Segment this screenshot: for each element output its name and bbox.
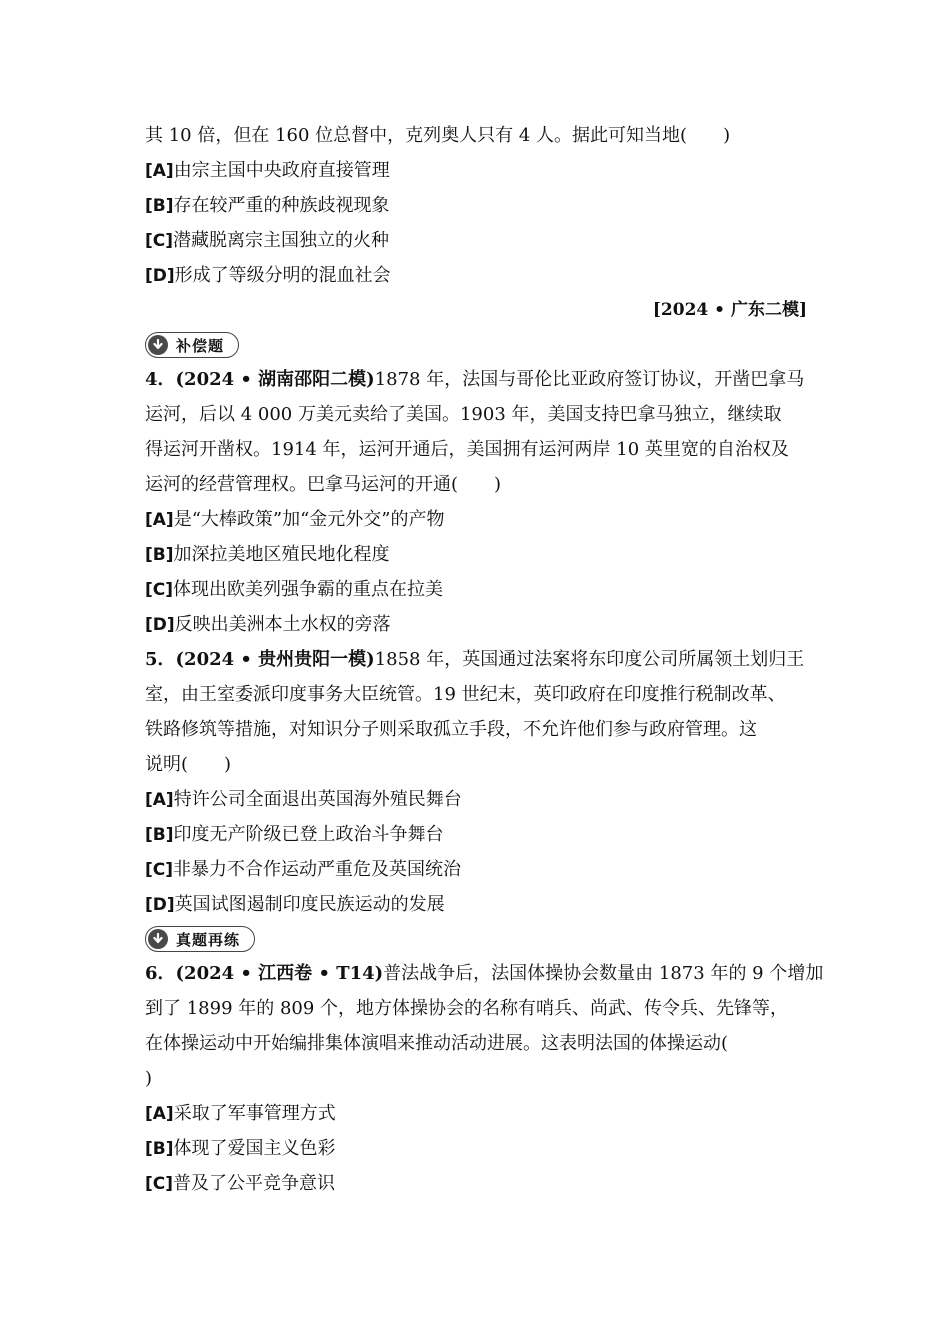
badge-label: 真题再练 <box>176 930 241 949</box>
question-3-source: [2024 • 广东二模] <box>652 300 807 320</box>
option-letter: [C] <box>145 231 174 251</box>
q3-option-d[interactable] <box>145 258 825 293</box>
option-text: 由宗主国中央政府直接管理 <box>173 160 390 181</box>
option-text: 普及了公平竞争意识 <box>173 1173 336 1194</box>
q5-option-c[interactable] <box>145 852 825 887</box>
option-letter: [C] <box>145 580 174 600</box>
question-6-stem-line-3: 在体操运动中开始编排集体演唱来推动活动进展。这表明法国的体操运动( <box>145 1033 729 1054</box>
q4-option-c[interactable] <box>145 572 825 607</box>
q3-option-a[interactable] <box>145 153 825 188</box>
option-text: 存在较严重的种族歧视现象 <box>173 195 390 216</box>
option-letter: [A] <box>145 510 174 530</box>
section-badge-supplement <box>145 332 239 358</box>
q6-option-c[interactable] <box>145 1166 825 1201</box>
option-letter: [C] <box>145 860 174 880</box>
option-text: 潜藏脱离宗主国独立的火种 <box>173 230 390 251</box>
option-text: 是“大棒政策”加“金元外交”的产物 <box>173 509 445 530</box>
option-text: 反映出美洲本土水权的旁落 <box>174 614 391 635</box>
down-arrow-icon <box>148 929 168 949</box>
q3-option-b[interactable] <box>145 188 825 223</box>
option-text: 形成了等级分明的混血社会 <box>174 265 391 286</box>
stem-text: 1858 年，英国通过法案将东印度公司所属领土划归王 <box>374 649 805 670</box>
option-letter: [B] <box>145 825 174 845</box>
stem-text: 普法战争后，法国体操协会数量由 1873 年的 9 个增加 <box>383 963 824 984</box>
question-6-stem-line-2: 到了 1899 年的 809 个，地方体操协会的名称有哨兵、尚武、传令兵、先锋等， <box>145 998 789 1019</box>
option-letter: [B] <box>145 1139 174 1159</box>
option-letter: [A] <box>145 161 174 181</box>
question-source: (2024 • 贵州贵阳一模) <box>175 649 375 670</box>
badge-label: 补偿题 <box>176 336 225 355</box>
question-number: 6． <box>145 963 176 984</box>
question-4-stem-line-1 <box>145 362 825 397</box>
question-source: (2024 • 江西卷 • T14) <box>175 963 384 984</box>
question-source: (2024 • 湖南邵阳二模) <box>175 369 375 390</box>
option-letter: [D] <box>145 266 175 286</box>
option-letter: [D] <box>145 615 175 635</box>
option-text: 体现了爱国主义色彩 <box>173 1138 336 1159</box>
q3-option-c[interactable] <box>145 223 825 258</box>
option-text: 采取了军事管理方式 <box>173 1103 336 1124</box>
option-text: 加深拉美地区殖民地化程度 <box>173 544 390 565</box>
question-5-stem-line-2: 室，由王室委派印度事务大臣统管。19 世纪末，英印政府在印度推行税制改革、 <box>145 684 786 705</box>
question-4-stem-line-2: 运河，后以 4 000 万美元卖给了美国。1903 年，美国支持巴拿马独立，继续取 <box>145 404 782 425</box>
stem-text: 1878 年，法国与哥伦比亚政府签订协议，开凿巴拿马 <box>374 369 805 390</box>
option-letter: [D] <box>145 895 175 915</box>
question-6-stem-line-4: ) <box>145 1068 153 1089</box>
q6-option-a[interactable] <box>145 1096 825 1131</box>
question-3-stem-tail: 其 10 倍，但在 160 位总督中，克列奥人只有 4 人。据此可知当地( ) <box>145 125 731 146</box>
option-text: 体现出欧美列强争霸的重点在拉美 <box>173 579 444 600</box>
q5-option-a[interactable] <box>145 782 825 817</box>
option-letter: [B] <box>145 196 174 216</box>
q4-option-b[interactable] <box>145 537 825 572</box>
question-4-stem-line-3: 得运河开凿权。1914 年，运河开通后，美国拥有运河两岸 10 英里宽的自治权及 <box>145 439 789 460</box>
option-text: 英国试图遏制印度民族运动的发展 <box>174 894 445 915</box>
option-text: 特许公司全面退出英国海外殖民舞台 <box>173 789 462 810</box>
question-number: 4． <box>145 369 176 390</box>
question-6-stem-line-1 <box>145 956 825 991</box>
option-letter: [A] <box>145 1104 174 1124</box>
q4-option-a[interactable] <box>145 502 825 537</box>
q4-option-d[interactable] <box>145 607 825 642</box>
question-4-stem-line-4: 运河的经营管理权。巴拿马运河的开通( ) <box>145 474 502 495</box>
q6-option-b[interactable] <box>145 1131 825 1166</box>
option-letter: [A] <box>145 790 174 810</box>
option-letter: [B] <box>145 545 174 565</box>
document-page <box>145 118 825 1201</box>
option-text: 非暴力不合作运动严重危及英国统治 <box>173 859 462 880</box>
question-5-stem-line-4: 说明( ) <box>145 754 232 775</box>
q5-option-d[interactable] <box>145 887 825 922</box>
q5-option-b[interactable] <box>145 817 825 852</box>
question-number: 5． <box>145 649 176 670</box>
question-5-stem-line-3: 铁路修筑等措施，对知识分子则采取孤立手段，不允许他们参与政府管理。这 <box>145 719 757 740</box>
option-letter: [C] <box>145 1174 174 1194</box>
down-arrow-icon <box>148 335 168 355</box>
question-5-stem-line-1 <box>145 642 825 677</box>
section-badge-real-questions <box>145 926 255 952</box>
option-text: 印度无产阶级已登上政治斗争舞台 <box>173 824 444 845</box>
